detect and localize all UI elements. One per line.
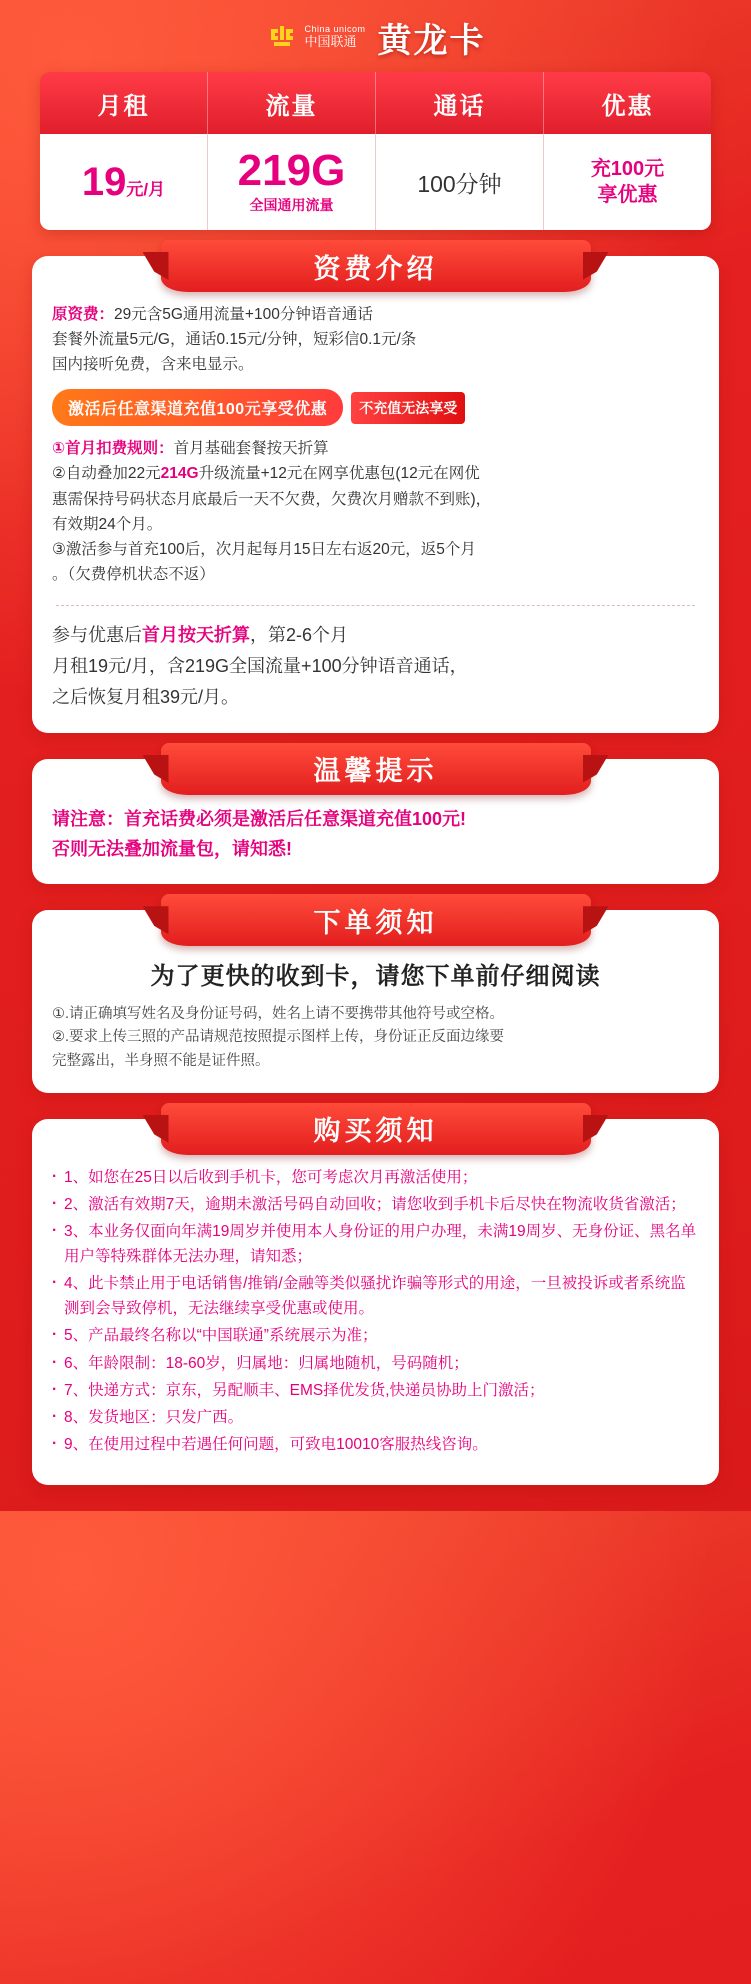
promo-line-2: 享优惠 [597, 184, 658, 206]
buy-notice-title: 购买须知 [161, 1103, 591, 1155]
tariff-panel-title: 资费介绍 [161, 240, 591, 292]
tariff-orig-line [52, 302, 699, 327]
tariff-panel [32, 253, 719, 733]
tariff-summary-highlight: 首月按天折算 [142, 624, 250, 645]
unicom-logo-en: China unicom [304, 24, 366, 35]
list-item: · 9、在使用过程中若遇任何问题，可致电10010客服热线咨询。 [52, 1432, 699, 1457]
buy-notice-list [52, 1165, 699, 1457]
warm-tips-title: 温馨提示 [161, 743, 591, 795]
page-title: 黄龙卡 [377, 21, 486, 60]
tariff-rule-3-b: 。（欠费停机状态不返） [52, 565, 215, 583]
tariff-summary-line-1 [52, 620, 699, 651]
tariff-summary-a: 参与优惠后 [52, 624, 142, 645]
unicom-logo-text [304, 25, 365, 48]
plan-header-promo: 优惠 [601, 93, 654, 120]
list-item: · 1、如您在25日以后收到手机卡，您可考虑次月再激活使用； [52, 1165, 699, 1190]
plan-cell-rent [40, 134, 208, 230]
activation-pill: 激活后任意渠道充值100元享受优惠 [52, 389, 343, 426]
warm-tips-panel [32, 756, 719, 884]
no-recharge-pill: 不充值无法享受 [351, 392, 465, 424]
list-item: · 2、激活有效期7天，逾期未激活号码自动回收；请您收到手机卡后尽快在物流收货省激活； [52, 1192, 699, 1217]
list-item: · 4、此卡禁止用于电话销售/推销/金融等类似骚扰诈骗等形式的用途，一旦被投诉或者系统监测到会导致停机，无法继续享受优惠或使用。 [52, 1271, 699, 1321]
plan-cell-promo [544, 134, 711, 230]
activation-tag-row [52, 389, 699, 426]
warm-tips-line-1 [52, 805, 699, 835]
order-notice-item-2a: ②.要求上传三照的产品请规范按照提示图样上传，身份证正反面边缘要 [52, 1029, 505, 1046]
warm-tips-body [52, 805, 699, 864]
tariff-body [52, 302, 699, 377]
data-value: 219G [237, 146, 346, 195]
tariff-summary-b: ，第2-6个月 [250, 624, 349, 645]
plan-cell-data [208, 134, 376, 230]
tariff-summary-c: 月租19元/月，含219G全国流量+100分钟语音通话， [52, 655, 468, 676]
buy-notice-panel [32, 1116, 719, 1485]
unicom-mark-icon [265, 20, 299, 54]
rent-unit: 元/月 [126, 180, 166, 199]
tariff-divider [56, 605, 695, 606]
plan-table-header-row [40, 72, 711, 134]
tariff-rule-2-b: 升级流量+12元在网享优惠包(12元在网优 [198, 465, 480, 483]
tariff-line-3: 国内接听免费，含来电显示。 [52, 356, 254, 374]
tariff-rule-2-c: 惠需保持号码状态月底最后一天不欠费，欠费次月赠款不到账)， [52, 490, 492, 508]
order-notice-title: 下单须知 [161, 894, 591, 946]
tariff-orig-label: 原资费： [52, 306, 115, 323]
warm-tips-label: 请注意： [52, 808, 124, 829]
order-notice-item-1: ①.请正确填写姓名及身份证号码，姓名上请不要携带其他符号或空格。 [52, 1006, 505, 1023]
plan-cell-call [376, 134, 544, 230]
tariff-summary-d: 之后恢复月租39元/月。 [52, 686, 240, 707]
tariff-rule-1-text: 首月基础套餐按天折算 [173, 440, 329, 458]
plan-summary-table [40, 72, 711, 230]
tariff-orig-text: 29元含5G通用流量+100分钟语音通话 [114, 306, 373, 323]
plan-table-value-row [40, 134, 711, 230]
data-subtitle: 全国通用流量 [249, 197, 334, 213]
call-value: 100分钟 [417, 170, 502, 197]
warm-tips-text: 首充话费必须是激活后任意渠道充值100元! [124, 808, 467, 829]
list-item: · 8、发货地区：只发广西。 [52, 1405, 699, 1430]
unicom-logo-cn: 中国联通 [304, 33, 357, 49]
tariff-rule-2 [52, 461, 699, 486]
plan-header-data: 流量 [208, 72, 376, 134]
order-notice-items [52, 1003, 699, 1073]
tariff-rule-2-highlight: 214G [160, 465, 199, 483]
promo-line-1: 充100元 [590, 158, 665, 180]
tariff-line-2: 套餐外流量5元/G，通话0.15元/分钟，短彩信0.1元/条 [52, 331, 417, 349]
list-item: · 6、年龄限制：18-60岁，归属地：归属地随机，号码随机； [52, 1351, 699, 1376]
plan-header-rent: 月租 [40, 72, 208, 134]
tariff-rule-3-a: ③激活参与首充100后，次月起每月15日左右返20元，返5个月 [52, 540, 476, 558]
list-item: · 7、快递方式：京东，另配顺丰、EMS择优发货,快递员协助上门激活； [52, 1378, 699, 1403]
list-item: · 3、本业务仅面向年满19周岁并使用本人身份证的用户办理，未满19周岁、无身份证、黑名单用户等特殊群体无法办理，请知悉； [52, 1219, 699, 1269]
tariff-rules [52, 436, 699, 587]
order-notice-item-2b: 完整露出，半身照不能是证件照。 [52, 1052, 270, 1069]
order-notice-subtitle: 为了更快的收到卡，请您下单前仔细阅读 [150, 963, 601, 991]
page-header [0, 0, 751, 68]
list-item: · 5、产品最终名称以“中国联通”系统展示为准； [52, 1323, 699, 1348]
warm-tips-line-2: 否则无法叠加流量包，请知悉! [52, 838, 292, 859]
tariff-summary [52, 620, 699, 713]
tariff-rule-2-d: 有效期24个月。 [52, 515, 163, 533]
rent-value: 19 [81, 160, 127, 204]
tariff-rule-1-label: ①首月扣费规则： [52, 440, 174, 458]
plan-header-call: 通话 [376, 72, 544, 134]
tariff-rule-1 [52, 436, 699, 461]
tariff-rule-2-a: ②自动叠加22元 [52, 465, 161, 483]
order-notice-panel [32, 907, 719, 1093]
china-unicom-logo [265, 20, 365, 54]
